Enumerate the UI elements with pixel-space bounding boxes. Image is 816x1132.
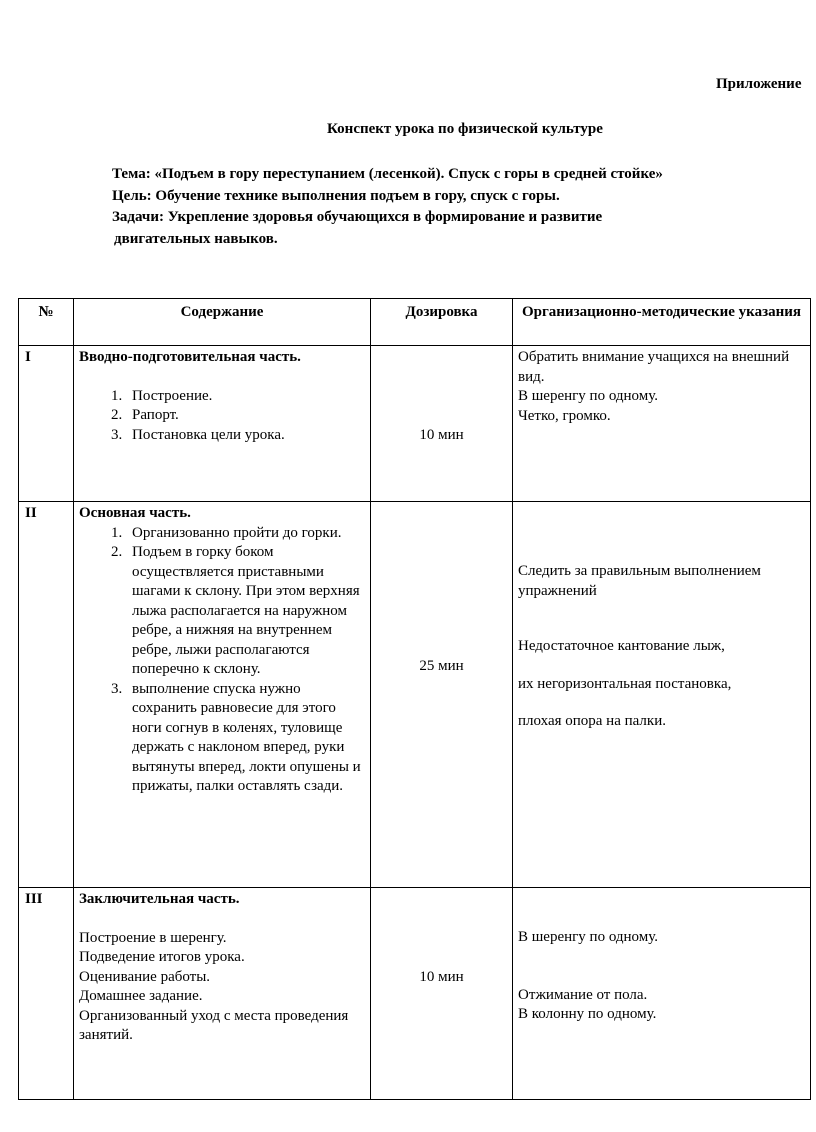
lesson-meta — [112, 164, 663, 250]
list-item: 1. Организованно пройти до горки. — [126, 524, 365, 544]
row-dosage-cell — [371, 346, 513, 502]
lesson-tasks: Задачи: Укрепление здоровья обучающихся в формирование и развитие — [112, 209, 603, 225]
row-notes — [513, 346, 811, 502]
row-number: II — [19, 502, 74, 888]
lesson-tasks-continued: двигательных навыков. — [114, 230, 278, 247]
row-dosage: 10 мин — [419, 427, 464, 443]
header-notes: Организационно-методические указания — [513, 299, 811, 346]
row-dosage-cell — [371, 502, 513, 888]
note-text: Следить за правильным выполнением упражнений — [518, 563, 761, 599]
note-text: В шеренгу по одному. — [518, 388, 659, 404]
content-line: Организованный уход с места проведения занятий. — [79, 1007, 349, 1043]
header-dosage: Дозировка — [371, 299, 513, 346]
list-item: 2. Подъем в горку боком осуществляется приставными шагами к склону. При этом верхняя лыжа располагается на наружном ребре, а нижняя на внутреннем ребре, лыжи располагаются поперечно к склону. — [126, 543, 365, 680]
row-number: III — [19, 888, 74, 1100]
note-text: В шеренгу по одному. — [518, 929, 659, 945]
lesson-topic: Тема: «Подъем в гору переступанием (лесенкой). Спуск с горы в средней стойке» — [112, 166, 663, 182]
note-text: Четко, громко. — [518, 407, 611, 424]
row-notes — [513, 888, 811, 1100]
row-content — [74, 502, 371, 888]
note-text: Отжимание от пола. — [518, 986, 648, 1003]
content-line: Построение в шеренгу. — [79, 929, 227, 946]
table-header-row — [19, 299, 811, 346]
content-list — [79, 387, 365, 446]
list-item: 1. Построение. — [126, 387, 365, 407]
table-row — [19, 346, 811, 502]
section-heading: Основная часть. — [79, 505, 191, 521]
row-content — [74, 888, 371, 1100]
note-text: Обратить внимание учащихся на внешний вид. — [518, 349, 790, 385]
table-row — [19, 888, 811, 1100]
list-item: 3. Постановка цели урока. — [126, 426, 365, 446]
note-text: их негоризонтальная постановка, — [518, 675, 732, 692]
row-notes — [513, 502, 811, 888]
section-heading: Заключительная часть. — [79, 891, 240, 907]
appendix-label: Приложение — [716, 76, 802, 92]
section-heading: Вводно-подготовительная часть. — [79, 349, 301, 365]
table-row — [19, 502, 811, 888]
header-content: Содержание — [74, 299, 371, 346]
lesson-goal: Цель: Обучение технике выполнения подъем в гору, спуск с горы. — [112, 187, 560, 204]
row-dosage: 25 мин — [419, 658, 464, 674]
row-number: I — [19, 346, 74, 502]
content-line: Оценивание работы. — [79, 968, 211, 985]
row-dosage-cell — [371, 888, 513, 1100]
row-content — [74, 346, 371, 502]
note-text: В колонну по одному. — [518, 1006, 657, 1022]
header-number: № — [19, 299, 74, 346]
row-dosage: 10 мин — [419, 969, 464, 985]
content-line: Домашнее задание. — [79, 988, 203, 1004]
content-line: Подведение итогов урока. — [79, 949, 245, 965]
document-title: Конспект урока по физической культуре — [327, 121, 603, 137]
lesson-plan-table — [18, 298, 811, 1100]
list-item: 2. Рапорт. — [126, 406, 365, 426]
content-list — [79, 524, 365, 797]
list-item: 3. выполнение спуска нужно сохранить равновесие для этого ноги согнув в коленях, туловище держать с наклоном вперед, руки вытянуты вперед, локти опушены и прижаты, палки оставлять сзади. — [126, 680, 365, 797]
note-text: плохая опора на палки. — [518, 713, 666, 729]
note-text: Недостаточное кантование лыж, — [518, 638, 725, 654]
